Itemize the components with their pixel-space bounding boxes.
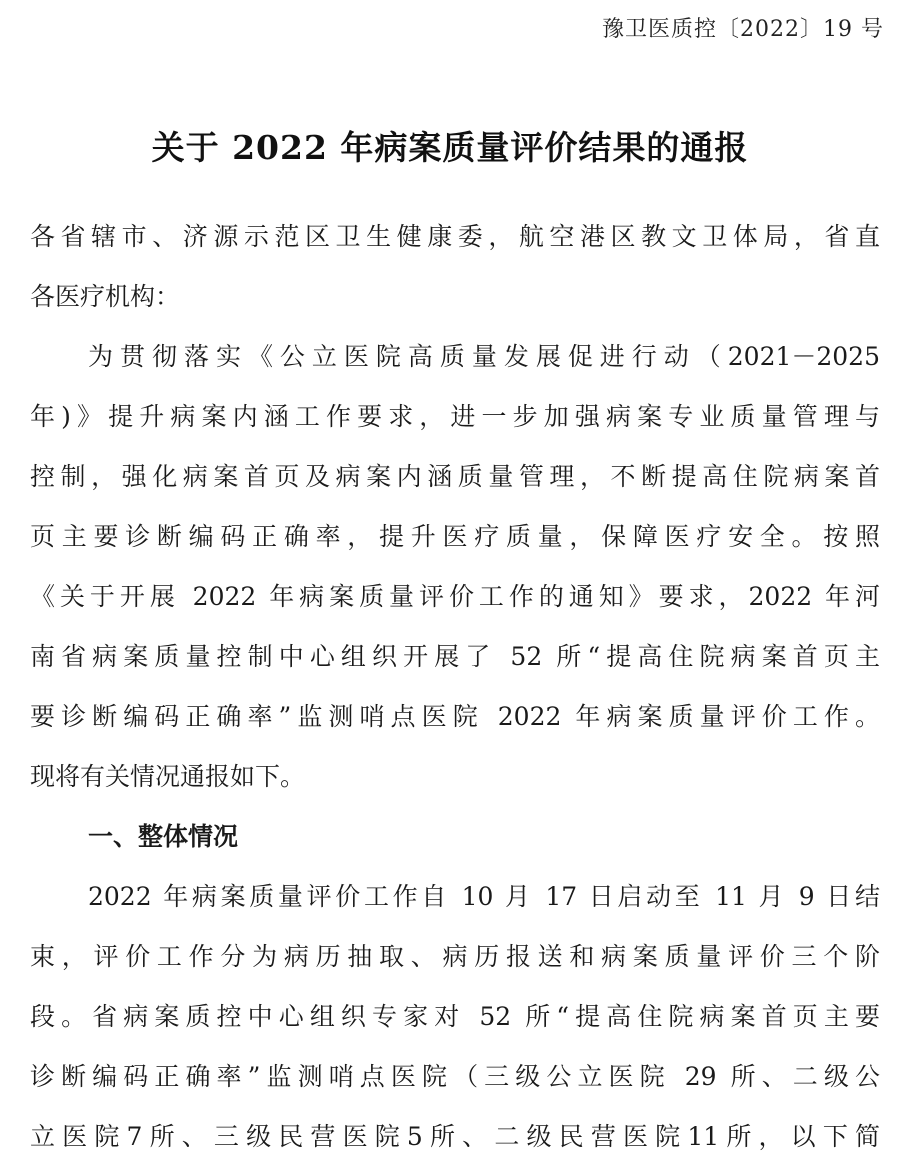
paragraph-line: 2022 年病案质量评价工作自 10 月 17 日启动至 11 月 9 日结 [88, 882, 880, 911]
paragraph-line: 束，评价工作分为病历抽取、病历报送和病案质量评价三个阶 [30, 942, 880, 971]
paragraph-line: 控制，强化病案首页及病案内涵质量管理，不断提高住院病案首 [30, 462, 880, 491]
paragraph-line: 段。省病案质控中心组织专家对 52 所“提高住院病案首页主要 [30, 1002, 880, 1031]
paragraph-line: 南省病案质量控制中心组织开展了 52 所“提高住院病案首页主 [30, 642, 880, 671]
paragraph-line: 诊断编码正确率”监测哨点医院（三级公立医院 29 所、二级公 [30, 1062, 880, 1091]
salutation-line: 各省辖市、济源示范区卫生健康委，航空港区教文卫体局，省直 [30, 222, 880, 251]
salutation-line: 各医疗机构： [30, 282, 181, 311]
paragraph-line: 年)》提升病案内涵工作要求，进一步加强病案专业质量管理与 [30, 402, 880, 431]
paragraph-line: 《关于开展 2022 年病案质量评价工作的通知》要求，2022 年河 [30, 582, 880, 611]
paragraph-line: 页主要诊断编码正确率，提升医疗质量，保障医疗安全。按照 [30, 522, 880, 551]
paragraph-line: 现将有关情况通报如下。 [30, 762, 306, 791]
document-title: 关于 2022 年病案质量评价结果的通报 [151, 128, 749, 167]
paragraph-line: 立医院7所、三级民营医院5所、二级民营医院11所，以下简 [30, 1122, 880, 1151]
section-heading: 一、整体情况 [88, 822, 239, 851]
paragraph-line: 为贯彻落实《公立医院高质量发展促进行动（2021－2025 [88, 342, 880, 371]
paragraph-line: 要诊断编码正确率”监测哨点医院 2022 年病案质量评价工作。 [30, 702, 880, 731]
document-number: 豫卫医质控〔2022〕19 号 [602, 17, 884, 42]
